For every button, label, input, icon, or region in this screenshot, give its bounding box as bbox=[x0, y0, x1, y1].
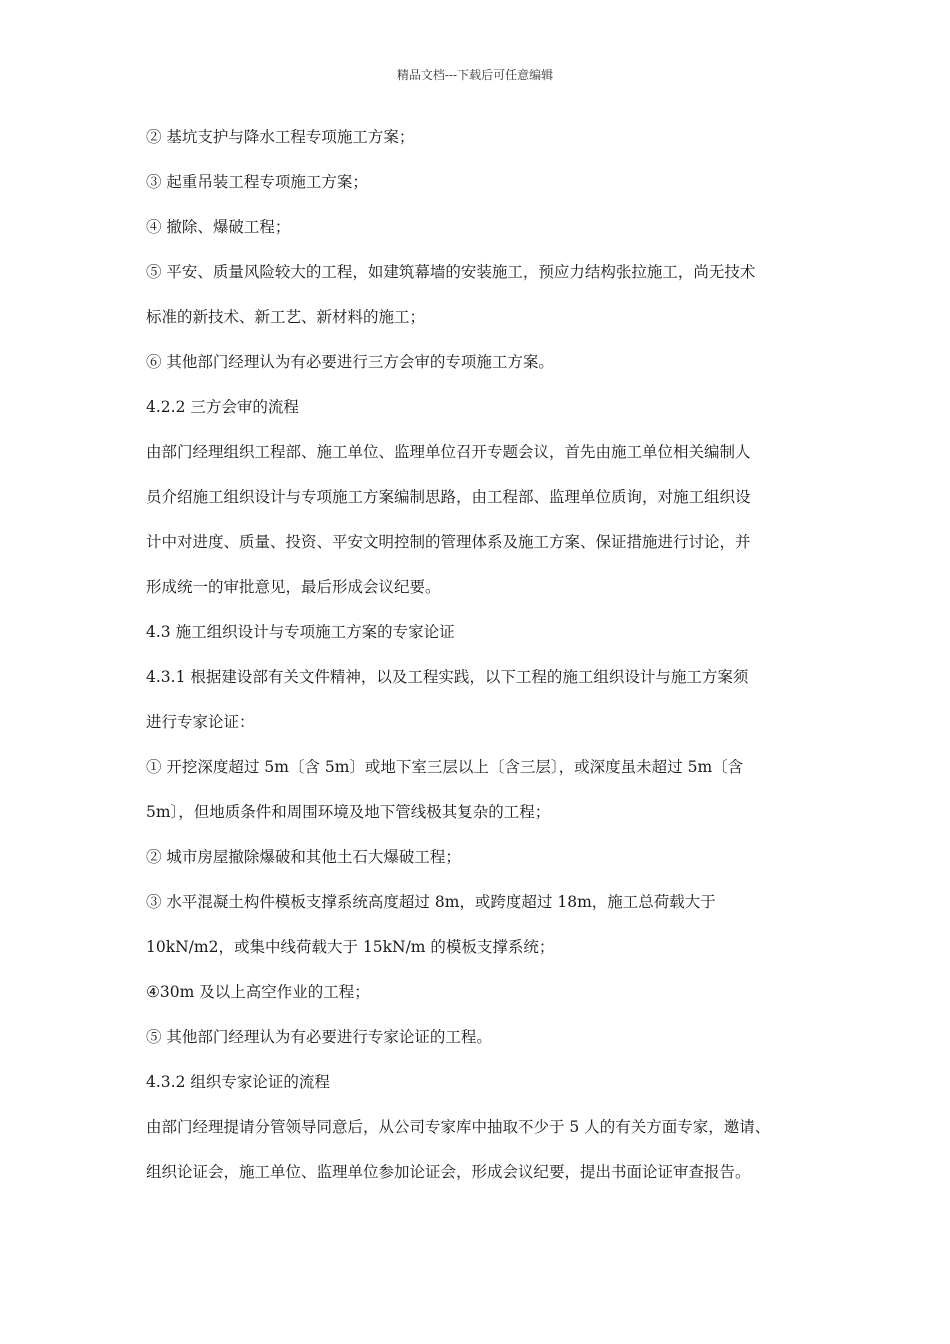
list-item-continuation: 5m〕，但地质条件和周围环境及地下管线极其复杂的工程； bbox=[146, 803, 551, 821]
list-item: ② 基坑支护与降水工程专项施工方案； bbox=[146, 128, 415, 146]
paragraph-line: 形成统一的审批意见，最后形成会议纪要。 bbox=[146, 578, 441, 596]
paragraph-line: 由部门经理提请分管领导同意后，从公司专家库中抽取不少于 5 人的有关方面专家，邀请、 bbox=[146, 1118, 771, 1136]
list-item: ② 城市房屋撤除爆破和其他土石大爆破工程； bbox=[146, 848, 461, 866]
list-item: ⑤ 其他部门经理认为有必要进行专家论证的工程。 bbox=[146, 1028, 492, 1046]
paragraph-line: 进行专家论证： bbox=[146, 713, 255, 731]
list-item: ③ 水平混凝土构件模板支撑系统高度超过 8m，或跨度超过 18m，施工总荷载大于 bbox=[146, 893, 716, 911]
list-item: ① 开挖深度超过 5m〔含 5m〕或地下室三层以上〔含三层〕，或深度虽未超过 5m〔含 bbox=[146, 758, 744, 776]
section-heading: 4.3 施工组织设计与专项施工方案的专家论证 bbox=[146, 623, 455, 641]
list-item: ④30m 及以上高空作业的工程； bbox=[146, 983, 370, 1001]
section-heading: 4.3.2 组织专家论证的流程 bbox=[146, 1073, 330, 1091]
list-item: ③ 起重吊装工程专项施工方案； bbox=[146, 173, 368, 191]
list-item-continuation: 10kN/m2，或集中线荷载大于 15kN/m 的模板支撑系统； bbox=[146, 938, 555, 956]
list-item: ⑥ 其他部门经理认为有必要进行三方会审的专项施工方案。 bbox=[146, 353, 554, 371]
paragraph-line: 员介绍施工组织设计与专项施工方案编制思路，由工程部、监理单位质询，对施工组织设 bbox=[146, 488, 751, 506]
section-heading: 4.2.2 三方会审的流程 bbox=[146, 398, 299, 416]
paragraph-line: 组织论证会，施工单位、监理单位参加论证会，形成会议纪要，提出书面论证审查报告。 bbox=[146, 1163, 751, 1181]
paragraph-line: 计中对进度、质量、投资、平安文明控制的管理体系及施工方案、保证措施进行讨论，并 bbox=[146, 533, 751, 551]
list-item: ⑤ 平安、质量风险较大的工程，如建筑幕墙的安装施工，预应力结构张拉施工，尚无技术 bbox=[146, 263, 756, 281]
list-item-continuation: 标准的新技术、新工艺、新材料的施工； bbox=[146, 308, 426, 326]
paragraph-line: 由部门经理组织工程部、施工单位、监理单位召开专题会议，首先由施工单位相关编制人 bbox=[146, 443, 751, 461]
list-item: ④ 撤除、爆破工程； bbox=[146, 218, 291, 236]
page-header: 精品文档---下载后可任意编辑 bbox=[396, 68, 554, 82]
paragraph-line: 4.3.1 根据建设部有关文件精神，以及工程实践，以下工程的施工组织设计与施工方案须 bbox=[146, 668, 749, 686]
